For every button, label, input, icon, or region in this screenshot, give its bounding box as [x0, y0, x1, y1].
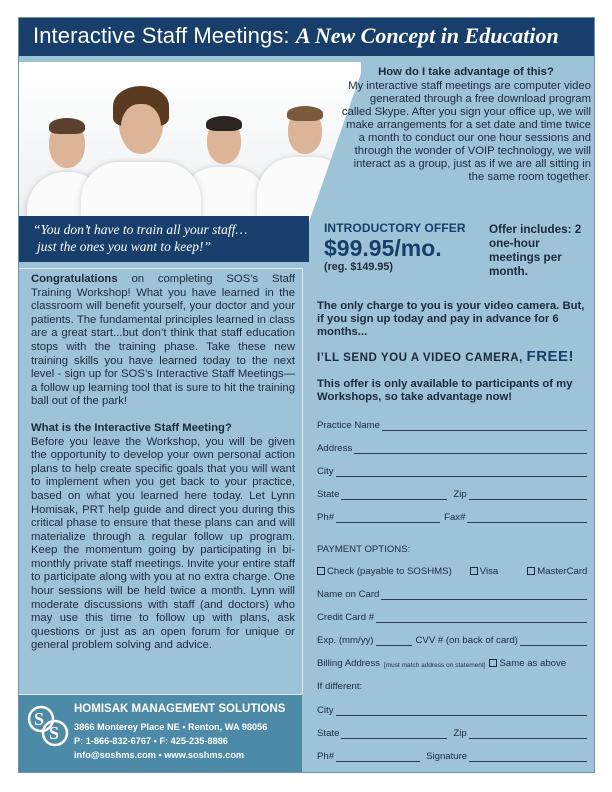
send-text: I’LL SEND YOU A VIDEO CAMERA,: [317, 351, 527, 364]
signature-label: Signature: [426, 751, 468, 762]
flyer-page: [18, 17, 595, 773]
section-heading: How do I take advantage of this?: [378, 66, 554, 78]
sos-logo-icon: [25, 703, 71, 749]
regular-price: (reg. $149.95): [324, 261, 394, 273]
mastercard-option[interactable]: [527, 566, 587, 577]
company-name: HOMISAK MANAGEMENT SOLUTIONS: [74, 703, 286, 715]
billing-city-label: City: [317, 705, 334, 716]
left-column: [31, 273, 295, 653]
city-label: City: [317, 466, 334, 477]
checkbox-icon[interactable]: [489, 659, 497, 667]
visa-label: Visa: [479, 566, 499, 577]
check-option[interactable]: [317, 566, 452, 577]
checkbox-icon[interactable]: [317, 567, 325, 575]
payment-options-label: PAYMENT OPTIONS:: [317, 544, 411, 555]
title-plain: Interactive Staff Meetings:: [33, 23, 296, 48]
zip-field[interactable]: [469, 490, 587, 500]
free-text: FREE!: [526, 348, 575, 365]
phone-field[interactable]: [336, 513, 440, 523]
title-italic: A New Concept in Education: [295, 23, 559, 48]
svg-text:S: S: [49, 723, 60, 743]
city-field[interactable]: [317, 466, 587, 477]
cvv-label: CVV # (on back of card): [415, 635, 518, 646]
check-label: Check (payable to SOSHMS): [327, 566, 452, 577]
phone-fax-row: [317, 512, 587, 523]
exp-field[interactable]: [376, 636, 412, 646]
billing-state-field[interactable]: [341, 729, 447, 739]
exp-cvv-row: [317, 635, 587, 646]
offer-includes: Offer includes: 2 one-hour meetings per month.: [489, 223, 582, 278]
same-as-above-option[interactable]: [489, 658, 566, 669]
state-label: State: [317, 489, 340, 500]
billing-state-label: State: [317, 728, 340, 739]
address-label: Address: [317, 443, 353, 454]
checkbox-icon[interactable]: [527, 567, 535, 575]
zip-label: Zip: [453, 489, 467, 500]
mastercard-label: MasterCard: [537, 566, 588, 577]
signature-field[interactable]: [469, 752, 587, 762]
offer-price: $99.95/mo.: [324, 235, 442, 261]
phone-label: Ph#: [317, 512, 335, 523]
billing-phone-signature-row: [317, 751, 587, 762]
name-on-card-label: Name on Card: [317, 589, 380, 600]
payment-methods-row: [317, 566, 587, 577]
intro-offer: [324, 221, 474, 273]
fax-label: Fax#: [444, 512, 466, 523]
offer-availability: This offer is only available to participants of my Workshops, so take advantage now!: [317, 378, 573, 403]
billing-phone-label: Ph#: [317, 751, 335, 762]
billing-zip-field[interactable]: [469, 729, 587, 739]
fax-field[interactable]: [467, 513, 587, 523]
billing-zip-label: Zip: [453, 728, 467, 739]
contact-footer: [19, 694, 302, 773]
company-address: 3866 Monterey Place NE • Renton, WA 98056: [74, 722, 268, 732]
cvv-field[interactable]: [520, 636, 587, 646]
how-to-section: [341, 66, 591, 184]
quote-line-2: just the ones you want to keep!”: [37, 239, 211, 254]
name-on-card-field[interactable]: [317, 589, 587, 600]
checkbox-icon[interactable]: [470, 567, 478, 575]
offer-title: INTRODUCTORY OFFER: [324, 221, 466, 235]
visa-option[interactable]: [470, 566, 499, 577]
billing-city-field[interactable]: [317, 705, 587, 716]
quote-line-1: “You don’t have to train all your staff…: [33, 222, 248, 237]
intro-paragraph: [31, 273, 295, 409]
page-title: [19, 18, 595, 56]
section-heading: What is the Interactive Staff Meeting?: [31, 421, 232, 434]
intro-rest: on completing SOS’s Staff Training Workshop! What you have learned in the classroom will benefit yourself, your doctor and your patients. The fundamental principles learned in class are a great start...but don’t think that staff education stops with the training phase. Take these new training skills you have learned today to the next level - sign up for SOS’s Interactive Staff Meetings—a follow up learning tool that is sure to hit the training ball out of the park!: [31, 273, 295, 408]
photo-quote: [19, 216, 309, 262]
divider: [19, 268, 302, 269]
billing-address-row: [317, 658, 587, 669]
billing-phone-field[interactable]: [336, 752, 420, 762]
how-to-paragraph: My interactive staff meetings are computer video generated through a free download program called Skype. After you sign your office up, we will make arrangements for a set date and time twice a month to conduct our one hour sessions and through the wonder of VOIP technology, we will interact as a group, just as if we are all sitting in the same room together.: [341, 80, 591, 183]
free-camera-text: [317, 348, 592, 366]
divider: [302, 268, 303, 694]
credit-card-label: Credit Card #: [317, 612, 375, 623]
address-field[interactable]: [317, 443, 587, 454]
camera-charge-text: The only charge to you is your video camera. But, if you sign up today and pay in advance for 6 months...: [317, 300, 585, 338]
same-as-above-label: Same as above: [499, 658, 567, 669]
company-web[interactable]: info@soshms.com • www.soshms.com: [74, 750, 245, 760]
credit-card-field[interactable]: [317, 612, 587, 623]
company-phone: P: 1-866-832-6767 • F: 425-235-8886: [74, 736, 228, 746]
state-field[interactable]: [341, 490, 447, 500]
body-paragraph: Before you leave the Workshop, you will be given the opportunity to develop your own personal action plans to help create specific goals that you will want to implement when you get back to your practice, based on what you learned here today. Let Lynn Homisak, PRT help guide and direct you during this critical phase to ensure that these plans can and will materialize through a regular follow up program. Keep the momentum going by participating in bi-monthly private staff meetings. Invite your entire staff to participate along with you at no extra charge. One hour sessions will be held twice a month. Lynn will moderate discussions with staff (and doctors) who may use this time to follow up with plans, ask questions or just as an open forum for unique or general problem solving and advice.: [31, 435, 295, 652]
exp-label: Exp. (mm/yy): [317, 635, 374, 646]
svg-text:S: S: [34, 709, 45, 729]
billing-label: Billing Address: [317, 658, 380, 669]
intro-bold: Congratulations: [31, 273, 118, 285]
if-different-label: If different:: [317, 681, 363, 692]
state-zip-row: [317, 489, 587, 500]
practice-name-label: Practice Name: [317, 420, 380, 431]
practice-name-field[interactable]: [317, 420, 587, 431]
billing-note: [must match address on statement]: [383, 662, 486, 669]
billing-state-zip-row: [317, 728, 587, 739]
